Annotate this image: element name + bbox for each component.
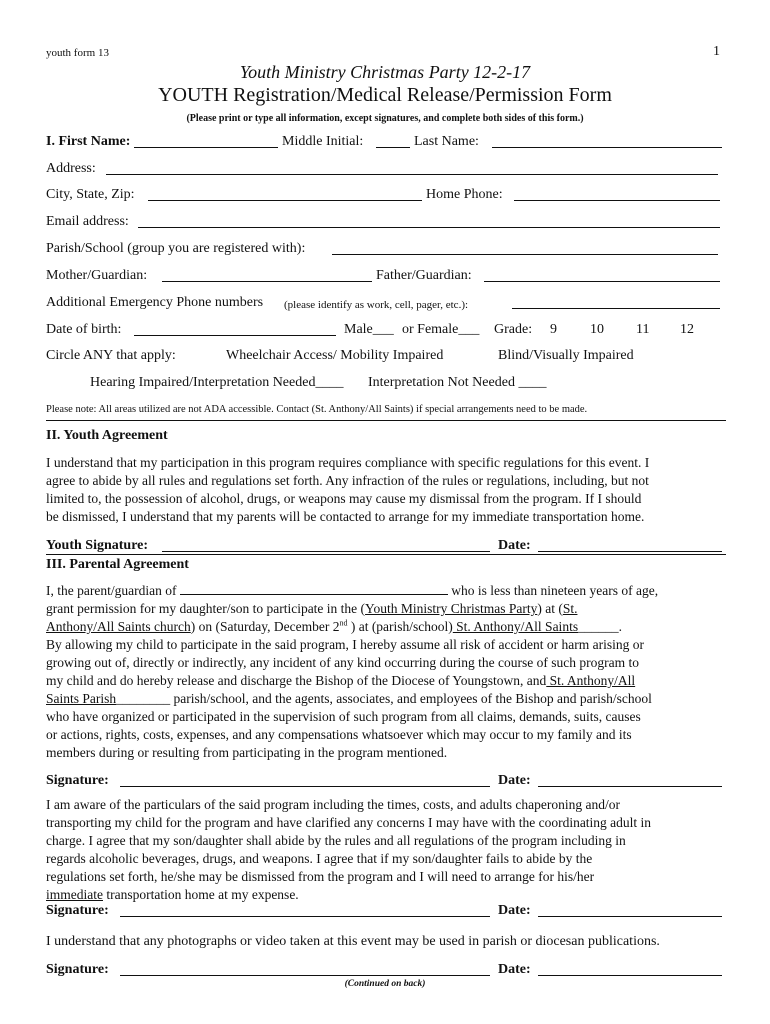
section-divider [46,554,726,555]
particulars-line: I am aware of the particulars of the said program including the times, costs, and adults chaperoning and/or [46,797,620,812]
email-field[interactable] [138,213,720,228]
email-row [46,213,726,233]
form-instructions: (Please print or type all information, except signatures, and complete both sides of this form.) [186,113,584,124]
parent-date-label: Date: [498,773,531,788]
parental-line: By allowing my child to participate in the said program, I hereby assume all risk of accident or harm arising or [46,637,644,652]
youth-agreement-heading: II. Youth Agreement [46,428,168,443]
youth-signature-label: Youth Signature: [46,538,149,553]
father-guardian-label: Father/Guardian: [376,268,472,283]
date-suffix: nd [339,618,348,628]
city-state-zip-label: City, State, Zip: [46,187,135,202]
parental-line [46,618,726,636]
parental-line [46,600,726,618]
guardian-row [46,267,726,287]
female-option[interactable]: or Female___ [402,322,480,337]
event-name: Youth Ministry Christmas Party [365,601,538,616]
middle-initial-label: Middle Initial: [282,134,364,149]
address-field[interactable] [106,160,718,175]
parent-date-field-3[interactable] [538,961,722,976]
parent-date-field-2[interactable] [538,902,722,917]
photo-note-row [46,933,726,953]
emergency-phone-hint: (please identify as work, cell, pager, etc.): [284,299,469,311]
parish-field[interactable] [332,240,718,255]
parental-line [46,690,726,708]
hearing-row [46,374,726,394]
age-clause: who is less than nineteen years of age, [451,583,659,598]
parental-line [46,582,726,600]
home-phone-label: Home Phone: [426,187,503,202]
parent-signature-field[interactable] [120,772,490,787]
emergency-row [46,294,726,314]
event-title: Youth Ministry Christmas Party 12-2-17 [239,62,531,82]
youth-date-field[interactable] [538,537,722,552]
agreement-line: limited to, the possession of alcohol, drugs, or weapons may cause my dismissal from the program. If I should [46,491,642,506]
city-row [46,186,726,206]
immediate-word: immediate [46,887,103,902]
dob-field[interactable] [134,321,336,336]
father-guardian-field[interactable] [484,267,720,282]
page-number: 1 [713,44,720,59]
hearing-option[interactable]: Hearing Impaired/Interpretation Needed____ [90,375,344,390]
parental-line: members during or resulting from participating in the program mentioned. [46,745,448,760]
youth-agreement-text [46,454,726,526]
location-name: Anthony/All Saints church [46,619,191,634]
continued-on-back: (Continued on back) [344,979,426,989]
parent-date-field[interactable] [538,772,722,787]
mother-guardian-field[interactable] [162,267,372,282]
parish-name: Saints Parish [46,691,117,706]
address-label: Address: [46,161,96,176]
name-row [46,133,726,153]
last-name-field[interactable] [492,133,722,148]
middle-initial-field[interactable] [376,133,410,148]
permission-clause: grant permission for my daughter/son to participate in the ( [46,601,366,616]
first-name-label: I. First Name: [46,134,131,149]
circle-any-label: Circle ANY that apply: [46,348,176,363]
youth-agreement-heading-row [46,427,726,447]
youth-signature-field[interactable] [162,537,490,552]
parish-label: Parish/School (group you are registered with): [46,241,306,256]
parental-line: who have organized or participated in the supervision of such program from all claims, demands, suits, causes [46,709,641,724]
grade-option-9[interactable]: 9 [550,322,557,337]
release-clause: my child and do hereby release and discharge the Bishop of the Diocese of Youngstown, and [46,673,547,688]
city-state-zip-field[interactable] [148,186,422,201]
first-name-field[interactable] [134,133,278,148]
parent-signature-label: Signature: [46,773,109,788]
form-id: youth form 13 [46,47,109,59]
parish-name: St. Anthony/All [546,673,636,688]
agents-clause: ________ parish/school, and the agents, associates, and employees of the Bishop and parish/school [116,691,652,706]
grade-label: Grade: [494,322,533,337]
parental-agreement-heading-row [46,556,726,576]
dob-row [46,321,726,341]
circle-row [46,347,726,367]
parent-signature-label-2: Signature: [46,903,109,918]
date-clause: ) on (Saturday, December 2 [190,619,340,634]
section-divider [46,420,726,421]
particulars-line: regulations set forth, he/she may be dismissed from the program and I will need to arrange for his/her [46,869,595,884]
parent-date-label-3: Date: [498,962,531,977]
location-start: St. [562,601,578,616]
child-name-field[interactable] [180,582,448,595]
ada-note-text: Please note: All areas utilized are not ADA accessible. Contact (St. Anthony/All Saints) if special arrangements need to be made. [46,404,588,415]
parish-name: St. Anthony/All Saints [452,619,579,634]
blind-option[interactable]: Blind/Visually Impaired [498,348,634,363]
wheelchair-option[interactable]: Wheelchair Access/ Mobility Impaired [226,348,444,363]
mother-guardian-label: Mother/Guardian: [46,268,148,283]
youth-date-label: Date: [498,538,531,553]
emergency-phone-field[interactable] [512,294,720,309]
particulars-text [46,796,726,904]
particulars-line: regards alcoholic beverages, drugs, and weapons. I agree that if my son/daughter fails to abide by the [46,851,593,866]
parental-agreement-heading: III. Parental Agreement [46,557,189,572]
grade-option-10[interactable]: 10 [590,322,604,337]
photo-release-note: I understand that any photographs or video taken at this event may be used in parish or diocesan publications. [46,934,660,949]
at-clause: ) at ( [537,601,563,616]
parish-clause: ) at (parish/school) [347,619,453,634]
male-option[interactable]: Male___ [344,322,394,337]
parent-signature-row [46,772,726,792]
agreement-line: I understand that my participation in this program requires compliance with specific regulations for this event. I [46,455,650,470]
parental-line [46,672,726,690]
address-row [46,160,726,180]
grade-option-12[interactable]: 12 [680,322,694,337]
agreement-line: agree to abide by all rules and regulations set forth. Any infraction of the rules or regulations, including, but not [46,473,649,488]
interpretation-not-needed-option[interactable]: Interpretation Not Needed ____ [368,375,547,390]
particulars-line: transporting my child for the program and have clarified any concerns I may have with the coordinating adult in [46,815,652,830]
parental-line: growing out of, directly or indirectly, any incident of any kind occurring during the course of such program to [46,655,639,670]
form-title: YOUTH Registration/Medical Release/Permission Form [158,84,612,106]
agreement-line: be dismissed, I understand that my parents will be contacted to arrange for my immediate transportation home. [46,509,645,524]
parish-blank: ______. [578,619,622,634]
grade-option-11[interactable]: 11 [636,322,650,337]
home-phone-field[interactable] [514,186,720,201]
parent-signature-field-2[interactable] [120,902,490,917]
dob-label: Date of birth: [46,322,122,337]
parent-date-label-2: Date: [498,903,531,918]
parent-signature-field-3[interactable] [120,961,490,976]
parental-agreement-text [46,582,726,762]
parish-row [46,240,726,260]
transport-clause: transportation home at my expense. [102,887,299,902]
ada-note [46,401,726,421]
particulars-line: charge. I agree that my son/daughter shall abide by the rules and all regulations of the program including in [46,833,626,848]
parental-line: or actions, rights, costs, expenses, and any compensations whatsoever which may occur to my family and its [46,727,632,742]
emergency-phone-label: Additional Emergency Phone numbers [46,295,264,310]
parent-signature-row-2 [46,902,726,922]
last-name-label: Last Name: [414,134,479,149]
email-label: Email address: [46,214,129,229]
parent-of-label: I, the parent/guardian of [46,583,177,598]
parent-signature-row-3 [46,961,726,981]
parent-signature-label-3: Signature: [46,962,109,977]
